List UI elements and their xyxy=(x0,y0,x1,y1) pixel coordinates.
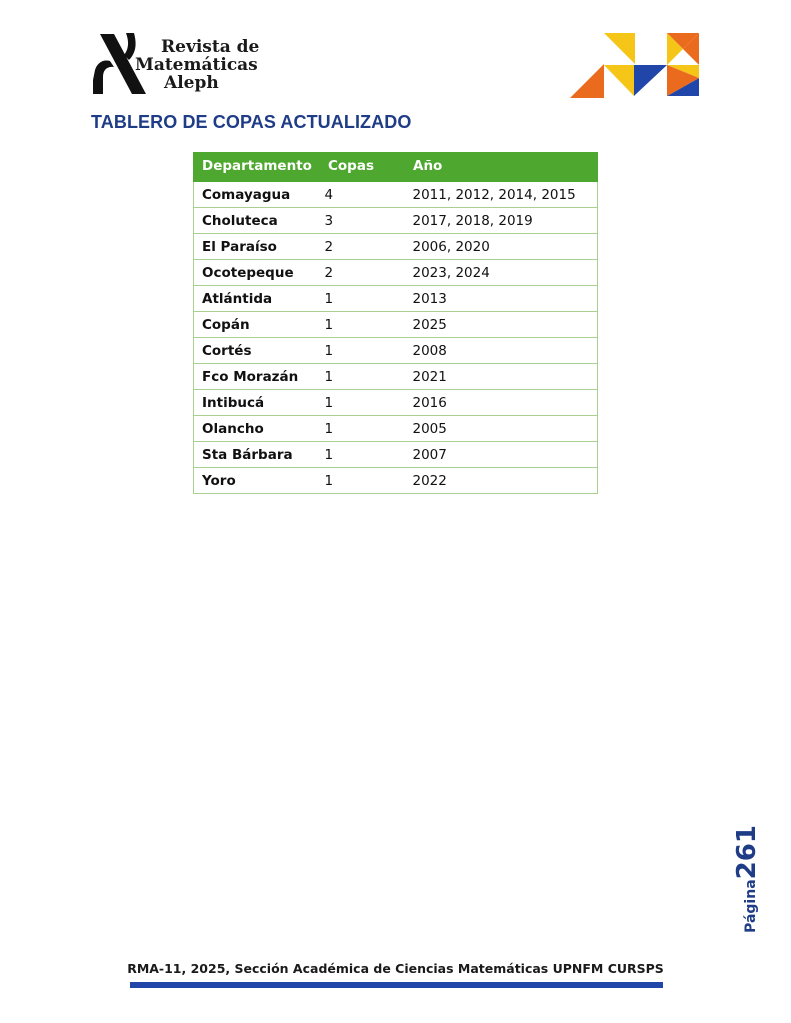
journal-name-line-1: Revista de xyxy=(161,37,260,57)
years-cell: 2021 xyxy=(405,364,598,390)
journal-name-line-3: Aleph xyxy=(164,73,219,93)
department-cell: Copán xyxy=(194,312,320,338)
years-cell: 2011, 2012, 2014, 2015 xyxy=(405,182,598,208)
table-row xyxy=(194,234,598,260)
department-cell: Yoro xyxy=(194,468,320,494)
journal-name-line-2: Matemáticas xyxy=(135,55,258,75)
years-cell: 2008 xyxy=(405,338,598,364)
table-row xyxy=(194,468,598,494)
years-cell: 2007 xyxy=(405,442,598,468)
years-cell: 2022 xyxy=(405,468,598,494)
footer-rule xyxy=(130,982,663,988)
table-row xyxy=(194,182,598,208)
cups-table xyxy=(193,152,598,494)
department-cell: Choluteca xyxy=(194,208,320,234)
table-header-row xyxy=(194,153,598,182)
table-row xyxy=(194,442,598,468)
cups-cell: 1 xyxy=(320,468,405,494)
table-row xyxy=(194,312,598,338)
years-cell: 2017, 2018, 2019 xyxy=(405,208,598,234)
column-header-copas: Copas xyxy=(320,153,405,182)
years-cell: 2023, 2024 xyxy=(405,260,598,286)
table-row xyxy=(194,260,598,286)
years-cell: 2006, 2020 xyxy=(405,234,598,260)
cups-cell: 2 xyxy=(320,260,405,286)
table-row xyxy=(194,286,598,312)
department-cell: Comayagua xyxy=(194,182,320,208)
cups-cell: 1 xyxy=(320,364,405,390)
cups-cell: 1 xyxy=(320,338,405,364)
table-row xyxy=(194,208,598,234)
years-cell: 2005 xyxy=(405,416,598,442)
cups-cell: 1 xyxy=(320,286,405,312)
cups-cell: 1 xyxy=(320,416,405,442)
years-cell: 2025 xyxy=(405,312,598,338)
department-cell: El Paraíso xyxy=(194,234,320,260)
table-row xyxy=(194,390,598,416)
table-row xyxy=(194,364,598,390)
cups-cell: 1 xyxy=(320,312,405,338)
page-number-label xyxy=(732,825,762,933)
journal-name xyxy=(135,37,260,93)
page-number-value: 261 xyxy=(732,825,762,880)
department-cell: Sta Bárbara xyxy=(194,442,320,468)
table-row xyxy=(194,416,598,442)
cups-cell: 1 xyxy=(320,442,405,468)
department-cell: Ocotepeque xyxy=(194,260,320,286)
table-row xyxy=(194,338,598,364)
cups-cell: 3 xyxy=(320,208,405,234)
section-title: TABLERO DE COPAS ACTUALIZADO xyxy=(91,112,412,132)
column-header-departamento: Departamento xyxy=(194,153,320,182)
department-cell: Intibucá xyxy=(194,390,320,416)
department-cell: Fco Morazán xyxy=(194,364,320,390)
cups-cell: 4 xyxy=(320,182,405,208)
department-cell: Cortés xyxy=(194,338,320,364)
page-number xyxy=(722,824,772,934)
geometric-decoration-icon xyxy=(568,30,703,100)
column-header-ano: Año xyxy=(405,153,598,182)
department-cell: Atlántida xyxy=(194,286,320,312)
footer-text: RMA-11, 2025, Sección Académica de Ciencias Matemáticas UPNFM CURSPS xyxy=(127,961,664,976)
department-cell: Olancho xyxy=(194,416,320,442)
years-cell: 2013 xyxy=(405,286,598,312)
cups-cell: 1 xyxy=(320,390,405,416)
page-word: Página xyxy=(743,879,759,933)
years-cell: 2016 xyxy=(405,390,598,416)
cups-cell: 2 xyxy=(320,234,405,260)
